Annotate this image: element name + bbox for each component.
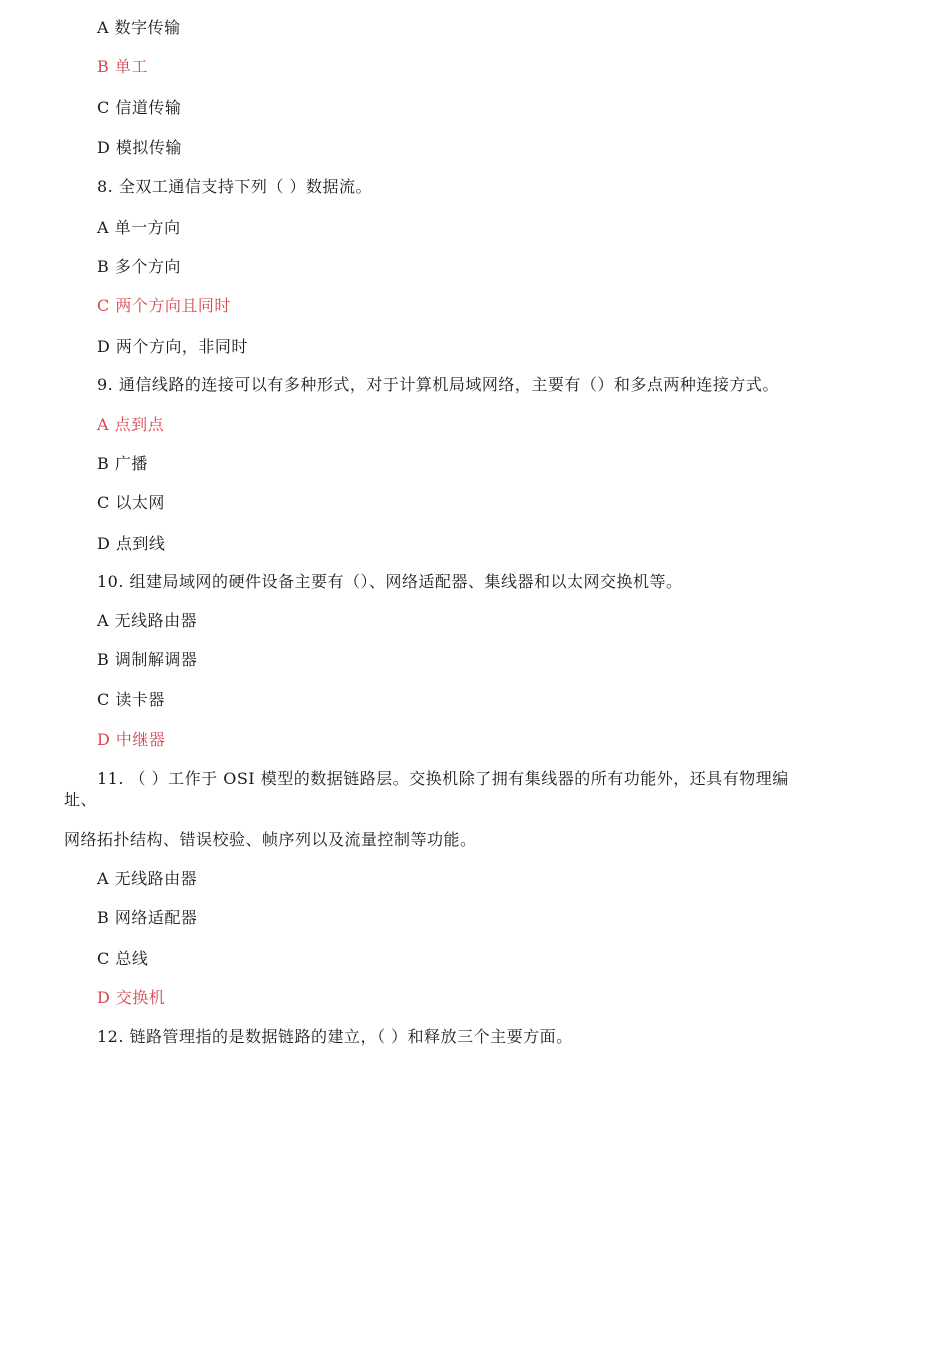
q7-option-d: D 模拟传输 [97, 138, 182, 157]
q11-option-c: C 总线 [97, 949, 149, 968]
q8-option-a: A 单一方向 [97, 218, 181, 237]
q10-option-c: C 读卡器 [97, 690, 165, 709]
q9-stem: 9. 通信线路的连接可以有多种形式，对于计算机局域网络，主要有（）和多点两种连接方式。 [97, 375, 779, 394]
q11-option-b: B 网络适配器 [97, 908, 198, 927]
q9-option-a-answer: A 点到点 [97, 415, 165, 434]
q7-option-a: A 数字传输 [97, 18, 181, 37]
q8-option-b: B 多个方向 [97, 257, 181, 276]
q11-stem-line-3: 网络拓扑结构、错误校验、帧序列以及流量控制等功能。 [64, 830, 477, 849]
q11-option-a: A 无线路由器 [97, 869, 198, 888]
q8-option-d: D 两个方向，非同时 [97, 337, 248, 356]
q12-stem: 12. 链路管理指的是数据链路的建立，（ ）和释放三个主要方面。 [97, 1027, 573, 1046]
q11-option-d-answer: D 交换机 [97, 988, 166, 1007]
q10-stem: 10. 组建局域网的硬件设备主要有（）、网络适配器、集线器和以太网交换机等。 [97, 572, 683, 591]
q8-stem: 8. 全双工通信支持下列（ ）数据流。 [97, 177, 372, 196]
q7-option-c: C 信道传输 [97, 98, 182, 117]
q7-option-b-answer: B 单工 [97, 57, 148, 76]
q10-option-d-answer: D 中继器 [97, 730, 166, 749]
q10-option-b: B 调制解调器 [97, 650, 198, 669]
q8-option-c-answer: C 两个方向且同时 [97, 296, 231, 315]
q9-option-c: C 以太网 [97, 493, 165, 512]
q9-option-d: D 点到线 [97, 534, 166, 553]
q9-option-b: B 广播 [97, 454, 148, 473]
q11-stem-line-1: 11. （ ）工作于 OSI 模型的数据链路层。交换机除了拥有集线器的所有功能外，还具有物理编 [97, 769, 789, 788]
q11-stem-line-2: 址、 [64, 790, 98, 809]
q10-option-a: A 无线路由器 [97, 611, 198, 630]
